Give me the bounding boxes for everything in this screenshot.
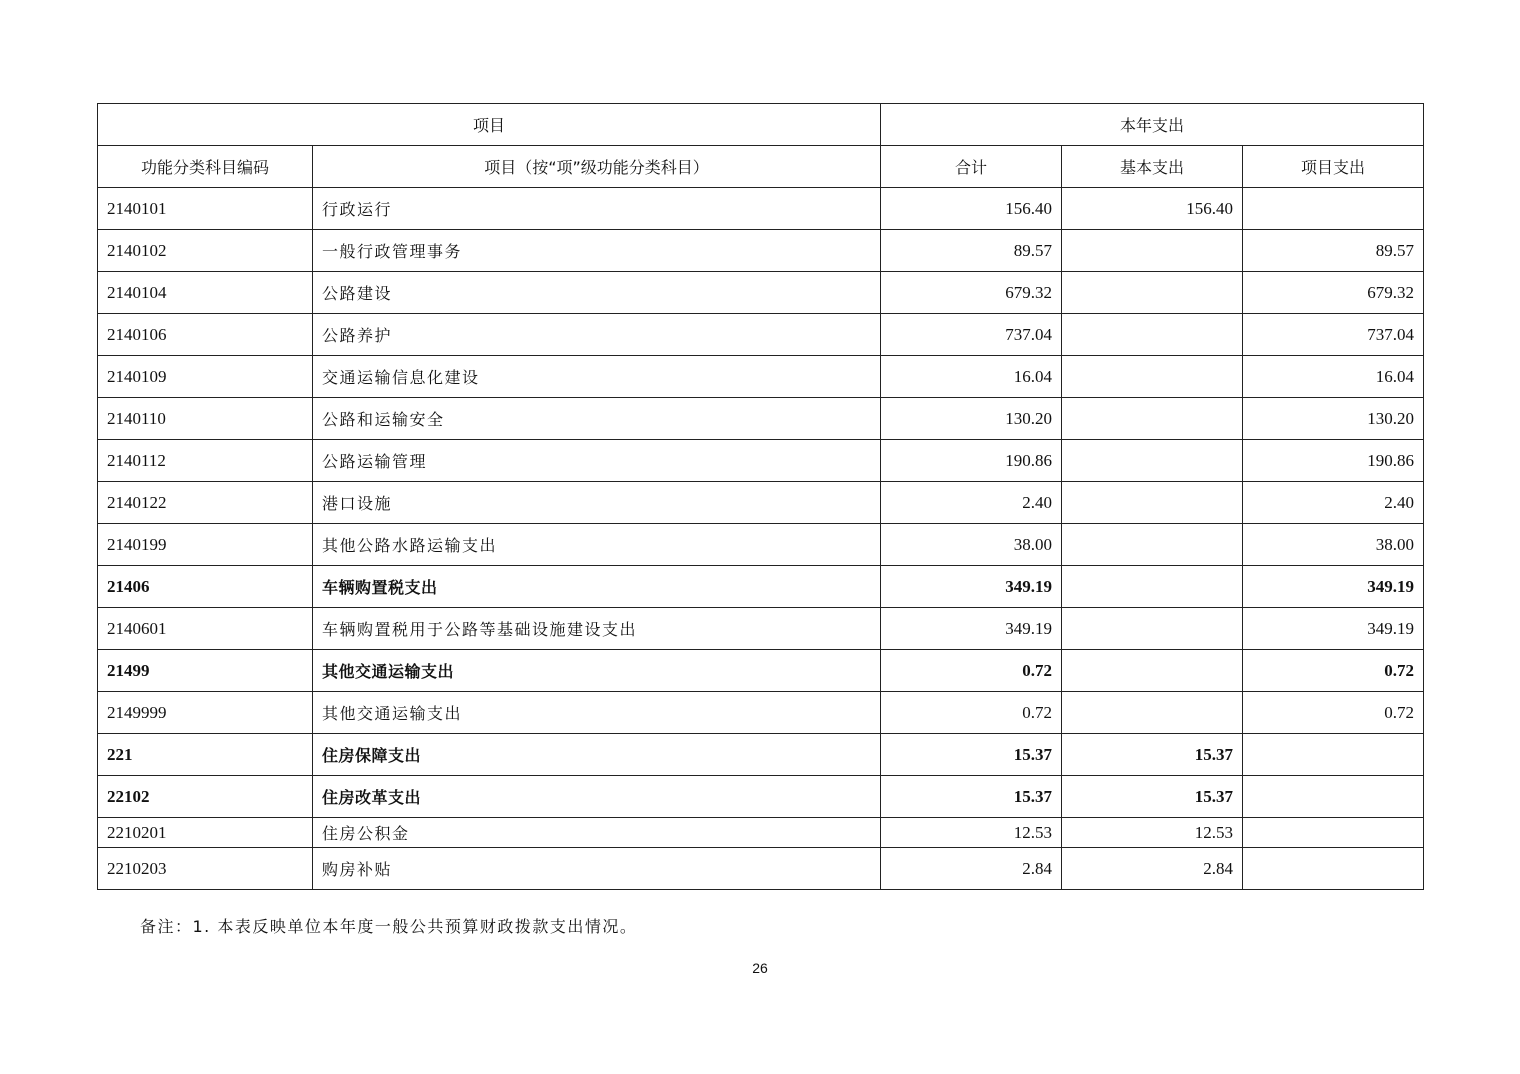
row-project: 190.86 <box>1243 440 1424 482</box>
row-code: 2140199 <box>98 524 313 566</box>
table-row <box>98 608 1424 650</box>
row-total: 0.72 <box>881 650 1062 692</box>
table-row <box>98 524 1424 566</box>
header-item: 项目（按“项”级功能分类科目） <box>313 146 881 188</box>
table-row <box>98 440 1424 482</box>
row-project <box>1243 188 1424 230</box>
row-project: 679.32 <box>1243 272 1424 314</box>
row-project <box>1243 734 1424 776</box>
row-name: 公路建设 <box>313 272 881 314</box>
row-basic <box>1062 356 1243 398</box>
row-code: 2140110 <box>98 398 313 440</box>
header-basic: 基本支出 <box>1062 146 1243 188</box>
table-row <box>98 188 1424 230</box>
row-code: 21499 <box>98 650 313 692</box>
row-basic <box>1062 440 1243 482</box>
row-total: 679.32 <box>881 272 1062 314</box>
row-code: 2210201 <box>98 818 313 848</box>
row-basic <box>1062 692 1243 734</box>
row-name: 住房改革支出 <box>313 776 881 818</box>
row-total: 2.84 <box>881 848 1062 890</box>
row-code: 2140106 <box>98 314 313 356</box>
row-name: 住房保障支出 <box>313 734 881 776</box>
table-row-subtotal <box>98 566 1424 608</box>
row-code: 2149999 <box>98 692 313 734</box>
row-basic <box>1062 524 1243 566</box>
row-basic <box>1062 272 1243 314</box>
row-name: 其他公路水路运输支出 <box>313 524 881 566</box>
row-code: 2210203 <box>98 848 313 890</box>
table-row <box>98 272 1424 314</box>
row-name: 购房补贴 <box>313 848 881 890</box>
row-total: 156.40 <box>881 188 1062 230</box>
table-row-subtotal <box>98 776 1424 818</box>
row-project: 16.04 <box>1243 356 1424 398</box>
row-project: 0.72 <box>1243 650 1424 692</box>
row-basic <box>1062 608 1243 650</box>
row-total: 38.00 <box>881 524 1062 566</box>
table-row <box>98 848 1424 890</box>
table-row <box>98 230 1424 272</box>
row-project: 2.40 <box>1243 482 1424 524</box>
row-basic: 2.84 <box>1062 848 1243 890</box>
row-name: 公路和运输安全 <box>313 398 881 440</box>
row-project: 89.57 <box>1243 230 1424 272</box>
row-basic: 156.40 <box>1062 188 1243 230</box>
row-total: 190.86 <box>881 440 1062 482</box>
row-code: 2140109 <box>98 356 313 398</box>
table-row <box>98 482 1424 524</box>
row-name: 港口设施 <box>313 482 881 524</box>
row-project <box>1243 776 1424 818</box>
row-name: 车辆购置税用于公路等基础设施建设支出 <box>313 608 881 650</box>
row-name: 公路运输管理 <box>313 440 881 482</box>
header-project: 项目 <box>98 104 881 146</box>
row-code: 2140101 <box>98 188 313 230</box>
row-total: 16.04 <box>881 356 1062 398</box>
row-project <box>1243 818 1424 848</box>
row-total: 15.37 <box>881 734 1062 776</box>
row-total: 12.53 <box>881 818 1062 848</box>
row-total: 15.37 <box>881 776 1062 818</box>
row-basic <box>1062 230 1243 272</box>
table-row-subtotal <box>98 734 1424 776</box>
table-row <box>98 398 1424 440</box>
row-code: 2140122 <box>98 482 313 524</box>
row-basic <box>1062 482 1243 524</box>
row-basic: 15.37 <box>1062 776 1243 818</box>
row-basic <box>1062 650 1243 692</box>
row-code: 21406 <box>98 566 313 608</box>
row-name: 车辆购置税支出 <box>313 566 881 608</box>
row-name: 住房公积金 <box>313 818 881 848</box>
footnote: 备注：1. 本表反映单位本年度一般公共预算财政拨款支出情况。 <box>140 917 638 936</box>
row-total: 89.57 <box>881 230 1062 272</box>
table-row <box>98 314 1424 356</box>
row-code: 22102 <box>98 776 313 818</box>
row-code: 2140104 <box>98 272 313 314</box>
row-name: 其他交通运输支出 <box>313 692 881 734</box>
row-code: 2140112 <box>98 440 313 482</box>
row-total: 349.19 <box>881 566 1062 608</box>
row-code: 2140601 <box>98 608 313 650</box>
row-basic: 12.53 <box>1062 818 1243 848</box>
row-project: 130.20 <box>1243 398 1424 440</box>
row-project: 349.19 <box>1243 566 1424 608</box>
table-row-subtotal <box>98 650 1424 692</box>
row-basic <box>1062 566 1243 608</box>
row-total: 349.19 <box>881 608 1062 650</box>
page-number: 26 <box>752 960 768 976</box>
table-row <box>98 818 1424 848</box>
header-code: 功能分类科目编码 <box>98 146 313 188</box>
row-project: 737.04 <box>1243 314 1424 356</box>
table-row <box>98 692 1424 734</box>
budget-table <box>97 103 1424 890</box>
row-total: 737.04 <box>881 314 1062 356</box>
row-total: 2.40 <box>881 482 1062 524</box>
row-name: 行政运行 <box>313 188 881 230</box>
row-name: 其他交通运输支出 <box>313 650 881 692</box>
row-basic <box>1062 398 1243 440</box>
table-row <box>98 356 1424 398</box>
row-project: 349.19 <box>1243 608 1424 650</box>
row-name: 一般行政管理事务 <box>313 230 881 272</box>
header-project-exp: 项目支出 <box>1243 146 1424 188</box>
row-total: 0.72 <box>881 692 1062 734</box>
row-project: 38.00 <box>1243 524 1424 566</box>
row-name: 公路养护 <box>313 314 881 356</box>
row-name: 交通运输信息化建设 <box>313 356 881 398</box>
row-basic <box>1062 314 1243 356</box>
row-total: 130.20 <box>881 398 1062 440</box>
row-project <box>1243 848 1424 890</box>
header-current-year: 本年支出 <box>881 104 1424 146</box>
header-total: 合计 <box>881 146 1062 188</box>
row-code: 221 <box>98 734 313 776</box>
row-project: 0.72 <box>1243 692 1424 734</box>
row-basic: 15.37 <box>1062 734 1243 776</box>
row-code: 2140102 <box>98 230 313 272</box>
